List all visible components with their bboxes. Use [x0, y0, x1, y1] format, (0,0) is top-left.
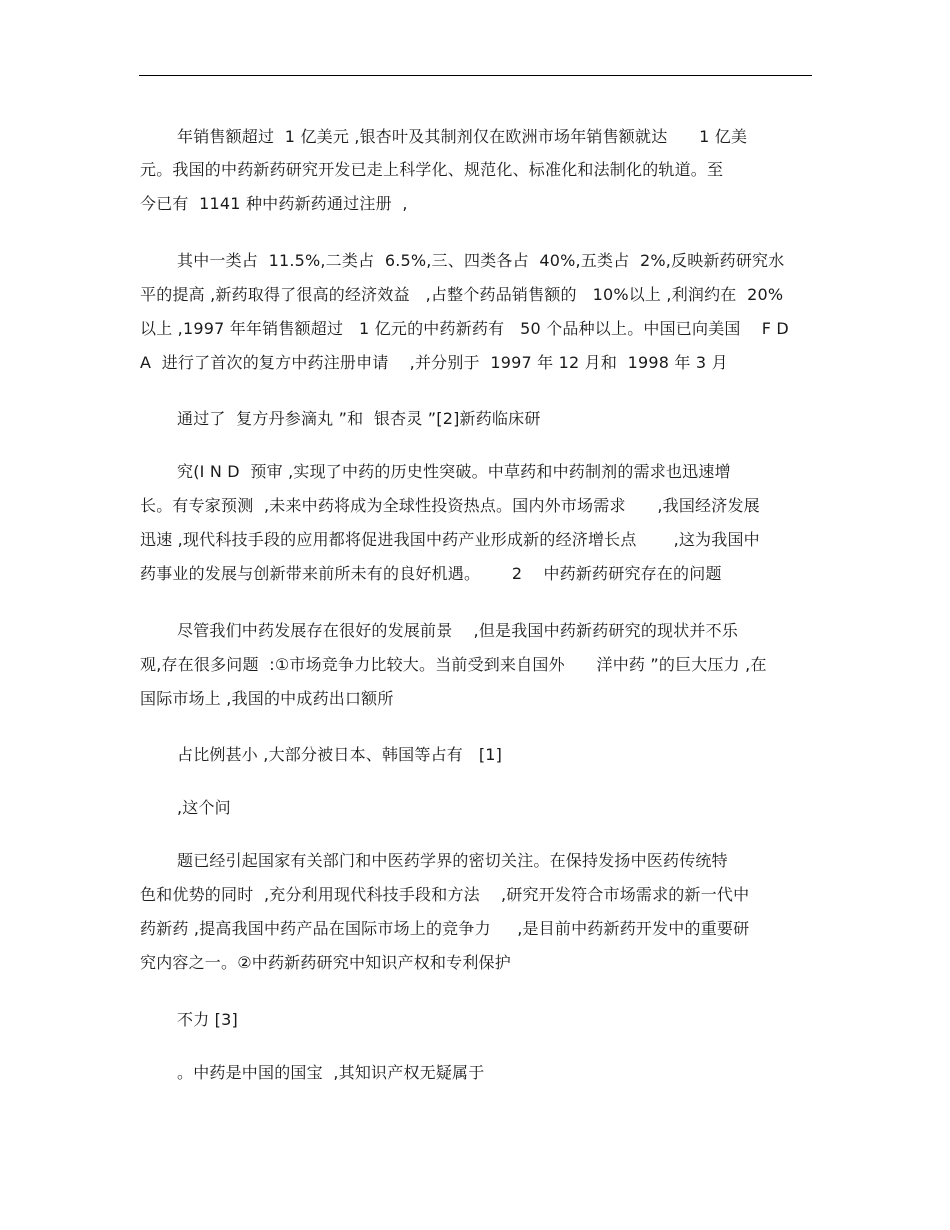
- text-line: ,这个问: [177, 798, 231, 817]
- text-line: 元。我国的中药新药研究开发已走上科学化、规范化、标准化和法制化的轨道。至: [140, 160, 724, 179]
- text-line: 究(I N D 预审 ,实现了中药的历史性突破。中草药和中药制剂的需求也迅速增: [177, 462, 731, 481]
- text-line: 今已有 1141 种中药新药通过注册 ,: [140, 194, 408, 213]
- text-line: 题已经引起国家有关部门和中医药学界的密切关注。在保持发扬中医药传统特: [177, 851, 728, 870]
- text-line: 年销售额超过 1 亿美元 ,银杏叶及其制剂仅在欧洲市场年销售额就达 1 亿美: [177, 127, 748, 146]
- text-line: 其中一类占 11.5%,二类占 6.5%,三、四类各占 40%,五类占 2%,反映新药研究水: [177, 251, 785, 270]
- text-line: 平的提高 ,新药取得了很高的经济效益 ,占整个药品销售额的 10%以上 ,利润约在 20%: [140, 285, 784, 304]
- text-line: 占比例甚小 ,大部分被日本、韩国等占有 [1]: [177, 745, 503, 764]
- text-line: A 进行了首次的复方中药注册申请 ,并分别于 1997 年 12 月和 1998 年 3 月: [140, 353, 728, 372]
- text-line: 药新药 ,提高我国中药产品在国际市场上的竞争力 ,是目前中药新药开发中的重要研: [140, 919, 750, 938]
- text-line: 观,存在很多问题 :①市场竞争力比较大。当前受到来自国外 洋中药 ”的巨大压力 ,在: [140, 655, 767, 674]
- text-line: 色和优势的同时 ,充分利用现代科技手段和方法 ,研究开发符合市场需求的新一代中: [140, 885, 750, 904]
- text-line: 通过了 复方丹参滴丸 ”和 银杏灵 ”[2]新药临床研: [177, 409, 541, 428]
- text-line: 国际市场上 ,我国的中成药出口额所: [140, 689, 394, 708]
- text-line: 药事业的发展与创新带来前所未有的良好机遇。 2 中药新药研究存在的问题: [140, 564, 722, 583]
- text-line: 尽管我们中药发展存在很好的发展前景 ,但是我国中药新药研究的现状并不乐: [177, 621, 739, 640]
- text-line: 长。有专家预测 ,未来中药将成为全球性投资热点。国内外市场需求 ,我国经济发展: [140, 496, 760, 515]
- text-line: 不力 [3]: [177, 1010, 238, 1029]
- text-line: 迅速 ,现代科技手段的应用都将促进我国中药产业形成新的经济增长点 ,这为我国中: [140, 530, 760, 549]
- header-rule: [139, 75, 812, 76]
- text-line: 。中药是中国的国宝 ,其知识产权无疑属于: [177, 1063, 485, 1082]
- text-line: 以上 ,1997 年年销售额超过 1 亿元的中药新药有 50 个品种以上。中国已向美国 F D: [140, 319, 789, 338]
- text-line: 究内容之一。②中药新药研究中知识产权和专利保护: [140, 953, 511, 972]
